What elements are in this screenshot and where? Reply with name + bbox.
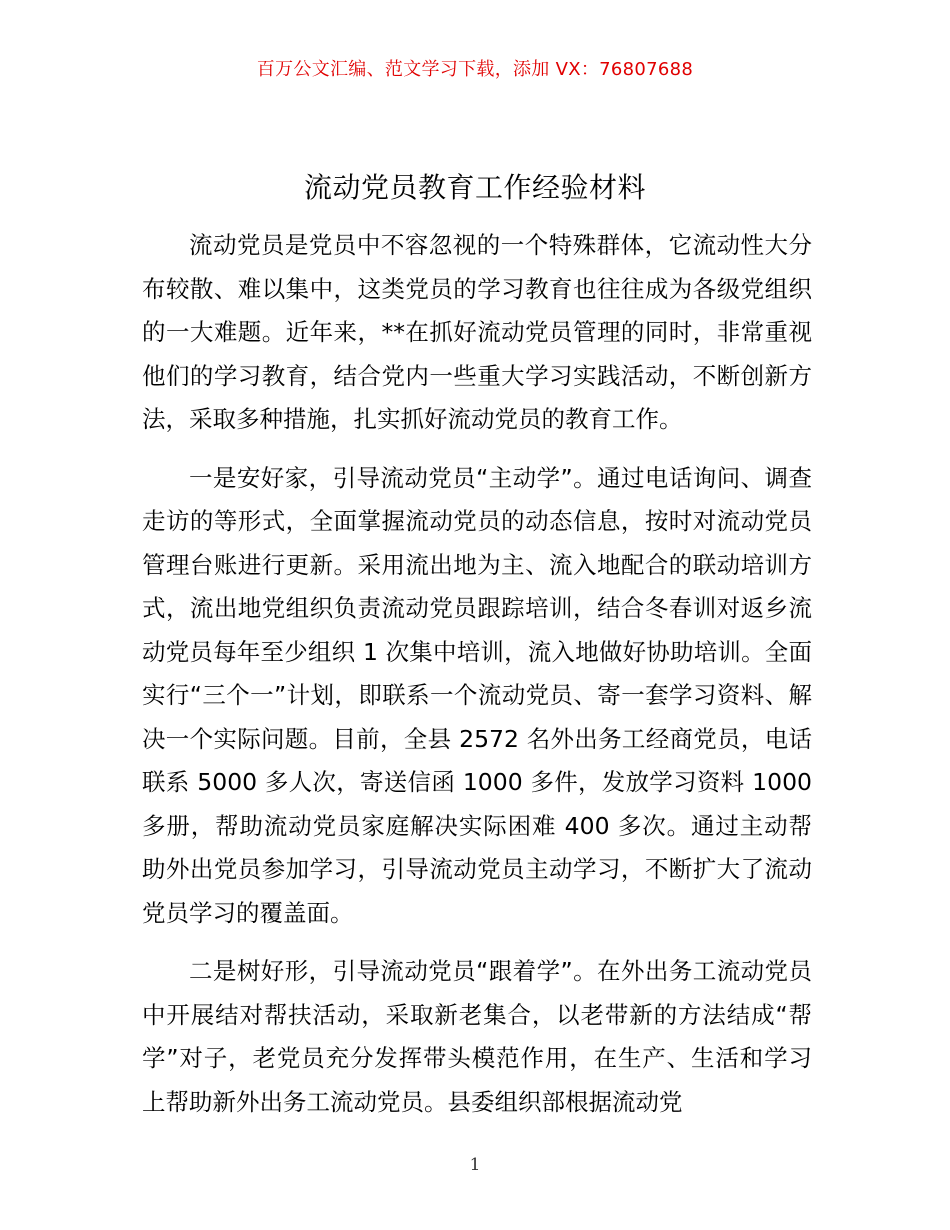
paragraph-intro: 流动党员是党员中不容忽视的一个特殊群体，它流动性大分布较散、难以集中，这类党员的学习教育也往往成为各级党组织的一大难题。近年来，**在抓好流动党员管理的同时，非常重视他们的学习教育，结合党内一些重大学习实践活动，不断创新方法，采取多种措施，扎实抓好流动党员的教育工作。 [142,231,812,433]
page-number: 1 [469,1155,481,1175]
paragraph-point-two: 二是树好形，引导流动党员“跟着学”。在外出务工流动党员中开展结对帮扶活动，采取新老集合，以老带新的方法结成“帮学”对子，老党员充分发挥带头模范作用，在生产、生活和学习上帮助新外出务工流动党员。县委组织部根据流动党 [142,957,812,1116]
header-ad-note: 百万公文汇编、范文学习下载，添加 VX：76807688 [256,59,694,80]
paragraph-point-one: 一是安好家，引导流动党员“主动学”。通过电话询问、调查走访的等形式，全面掌握流动党员的动态信息，按时对流动党员管理台账进行更新。采用流出地为主、流入地配合的联动培训方式，流出地党组织负责流动党员跟踪培训，结合冬春训对返乡流动党员每年至少组织 1 次集中培训，流入地做好协助培训。全面实行“三个一”计划，即联系一个流动党员、寄一套学习资料、解决一个实际问题。目前，全县 2572 名外出务工经商党员，电话联系 5000 多人次，寄送信函 1000 多件，发放学习资料 1000 多册，帮助流动党员家庭解决实际困难 400 多次。通过主动帮助外出党员参加学习，引导流动党员主动学习，不断扩大了流动党员学习的覆盖面。 [142,463,812,927]
document-title: 流动党员教育工作经验材料 [303,171,646,204]
document-body [142,224,812,1124]
